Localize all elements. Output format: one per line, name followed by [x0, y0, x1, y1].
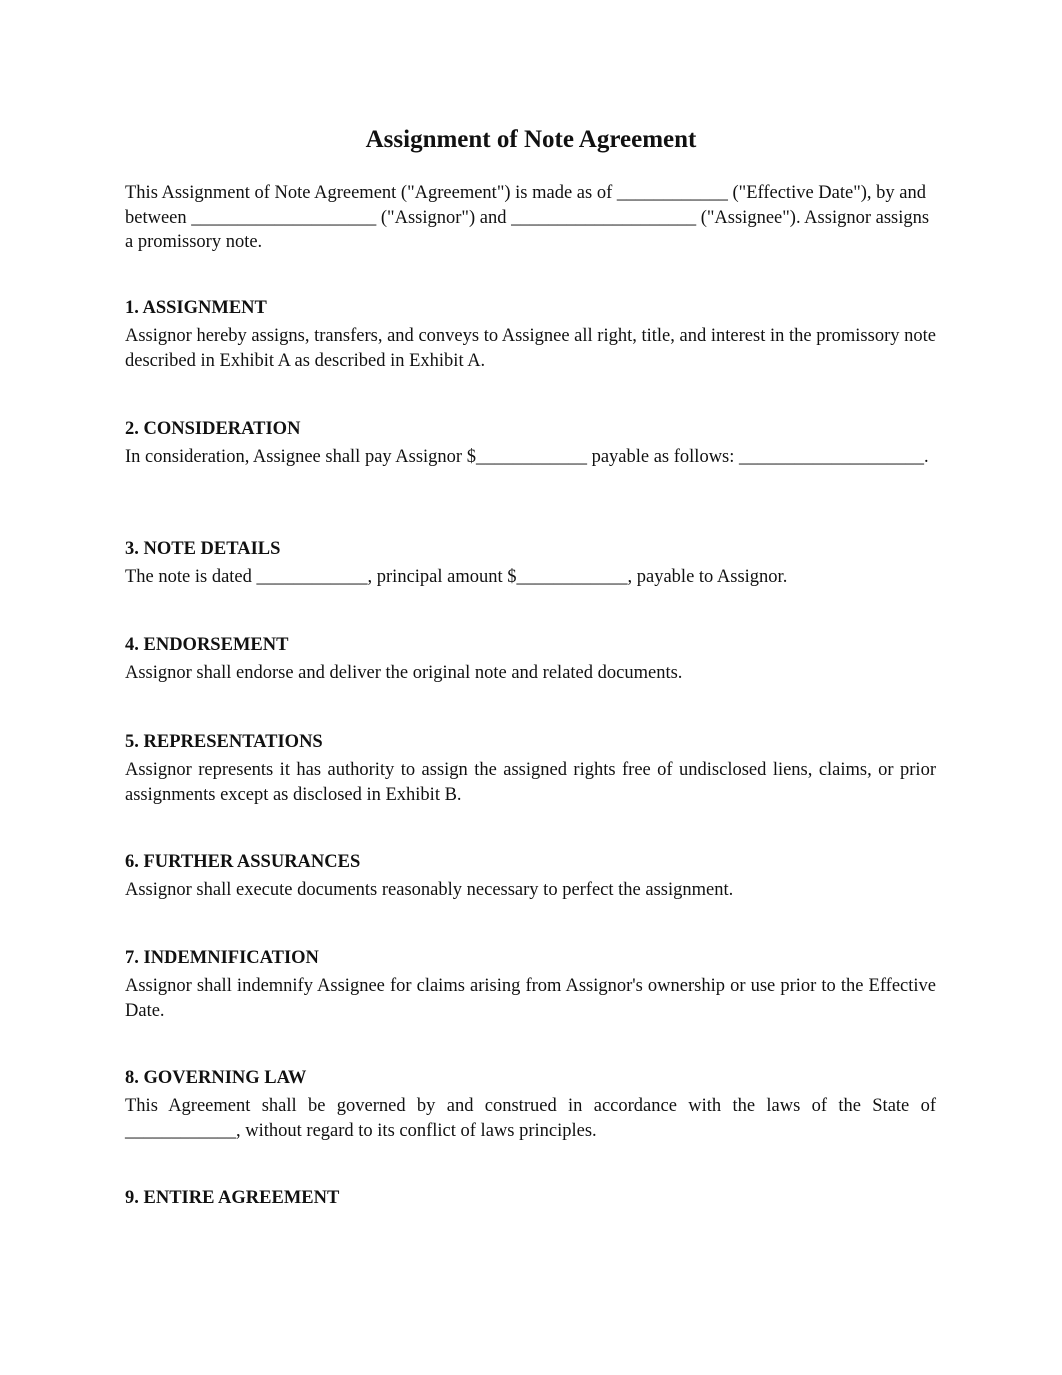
- section-body: Assignor hereby assigns, transfers, and conveys to Assignee all right, title, and interest in the promissory note described in Exhibit A as described in Exhibit A.: [125, 326, 936, 371]
- section-consideration: [125, 417, 936, 470]
- section-body: Assignor shall indemnify Assignee for claims arising from Assignor's ownership or use prior to the Effective Date.: [125, 976, 936, 1021]
- section-heading: 4. ENDORSEMENT: [125, 635, 289, 655]
- section-governing-law: [125, 1066, 936, 1143]
- section-indemnification: [125, 946, 936, 1023]
- section-heading: 1. ASSIGNMENT: [125, 298, 267, 318]
- section-entire-agreement: [125, 1186, 936, 1214]
- section-body: The note is dated ____________, principal amount $____________, payable to Assignor.: [125, 567, 788, 587]
- section-body: Assignor shall execute documents reasonably necessary to perfect the assignment.: [125, 880, 734, 900]
- section-heading: 6. FURTHER ASSURANCES: [125, 852, 361, 872]
- section-body: In consideration, Assignee shall pay Assignor $____________ payable as follows: ____________________.: [125, 447, 929, 467]
- section-endorsement: [125, 633, 936, 686]
- document-title: Assignment of Note Agreement: [365, 126, 697, 153]
- section-further-assurances: [125, 850, 936, 903]
- section-body: Assignor represents it has authority to assign the assigned rights free of undisclosed liens, claims, or prior assignments except as disclosed in Exhibit B.: [125, 760, 936, 805]
- section-heading: 9. ENTIRE AGREEMENT: [125, 1188, 340, 1208]
- section-body: This Agreement shall be governed by and construed in accordance with the laws of the State of ____________, without regard to its conflict of laws principles.: [125, 1096, 936, 1141]
- section-heading: 3. NOTE DETAILS: [125, 539, 281, 559]
- intro-paragraph: This Assignment of Note Agreement ("Agreement") is made as of ____________ ("Effective Date"), by and between ____________________ ("Assignor") and ____________________ ("Assignee"). Assignor assigns a promissory note.: [125, 183, 930, 252]
- section-representations: [125, 730, 936, 807]
- section-heading: 5. REPRESENTATIONS: [125, 732, 323, 752]
- section-assignment: [125, 296, 936, 373]
- section-note-details: [125, 537, 936, 590]
- section-heading: 8. GOVERNING LAW: [125, 1068, 307, 1088]
- section-body: Assignor shall endorse and deliver the original note and related documents.: [125, 663, 683, 683]
- section-heading: 7. INDEMNIFICATION: [125, 948, 319, 968]
- section-heading: 2. CONSIDERATION: [125, 419, 301, 439]
